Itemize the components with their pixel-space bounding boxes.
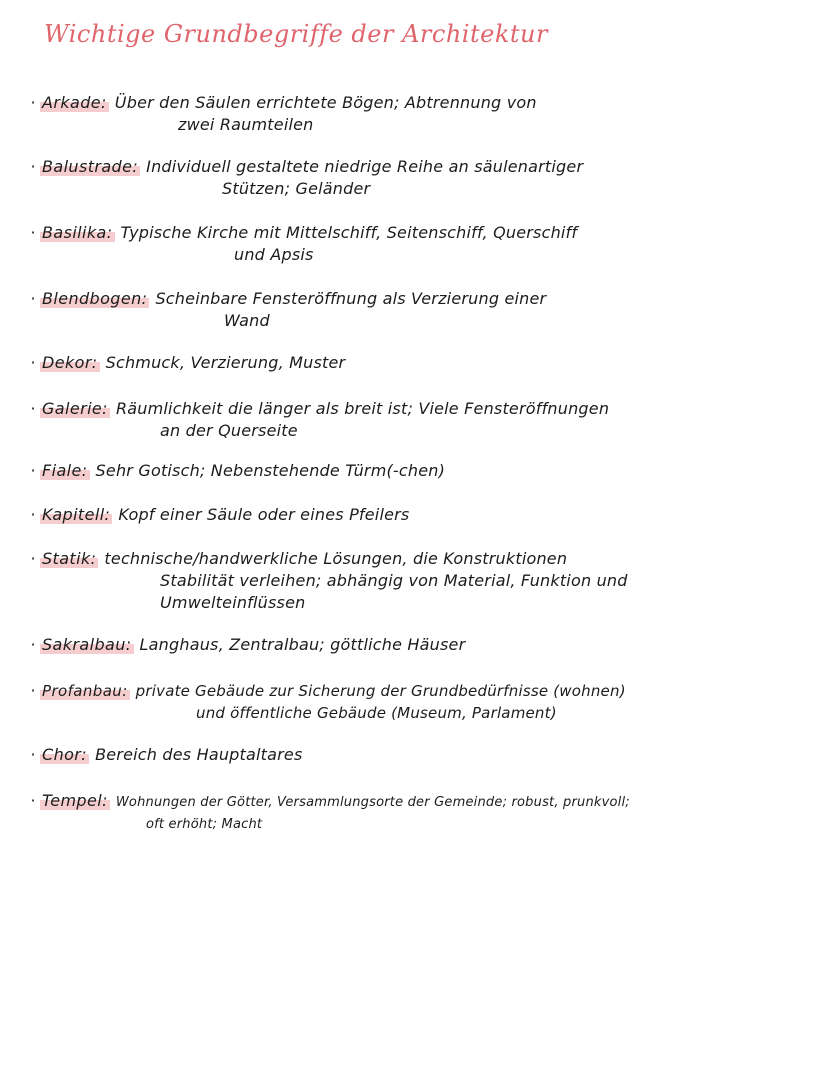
definition-line: an der Querseite	[160, 421, 298, 440]
definition-line: Räumlichkeit die länger als breit ist; Viele Fensteröffnungen	[115, 399, 610, 418]
bullet-dot: ·	[30, 549, 36, 568]
term-label: Tempel:	[42, 791, 108, 810]
definition-line: und Apsis	[234, 245, 314, 264]
term-label: Statik:	[42, 549, 97, 568]
list-item	[26, 790, 812, 836]
term-label: Fiale:	[42, 461, 88, 480]
bullet-dot: ·	[30, 289, 36, 308]
bullet-dot: ·	[30, 635, 36, 654]
list-item	[26, 548, 812, 614]
definition-line: Sehr Gotisch; Nebenstehende Türm(-chen)	[95, 461, 446, 480]
definition-line: zwei Raumteilen	[178, 115, 314, 134]
definition-line: Scheinbare Fensteröffnung als Verzierung einer	[155, 289, 547, 308]
list-item	[26, 460, 812, 482]
bullet-dot: ·	[30, 353, 36, 372]
list-item	[26, 504, 812, 526]
bullet-dot: ·	[30, 681, 36, 700]
definition-line: Wand	[224, 311, 270, 330]
definition-line: Bereich des Hauptaltares	[95, 745, 303, 764]
definition-line: und öffentliche Gebäude (Museum, Parlament)	[196, 704, 557, 722]
definition-line: Langhaus, Zentralbau; göttliche Häuser	[139, 635, 466, 654]
term-label: Galerie:	[42, 399, 108, 418]
bullet-dot: ·	[30, 745, 36, 764]
definition-line: Stützen; Geländer	[222, 179, 371, 198]
list-item	[26, 156, 812, 200]
list-item	[26, 680, 812, 724]
bullet-dot: ·	[30, 505, 36, 524]
definition-line: Wohnungen der Götter, Versammlungsorte der Gemeinde; robust, prunkvoll;	[115, 795, 630, 810]
definition-line: technische/handwerkliche Lösungen, die Konstruktionen	[104, 549, 568, 568]
term-label: Basilika:	[42, 223, 113, 242]
term-label: Kapitell:	[42, 505, 111, 524]
list-item	[26, 634, 812, 656]
term-label: Chor:	[42, 745, 88, 764]
definition-line: Schmuck, Verzierung, Muster	[105, 353, 346, 372]
definition-line: Individuell gestaltete niedrige Reihe an säulenartiger	[146, 157, 584, 176]
bullet-dot: ·	[30, 399, 36, 418]
definition-line: Über den Säulen errichtete Bögen; Abtrennung von	[114, 93, 537, 112]
term-label: Arkade:	[42, 93, 107, 112]
bullet-dot: ·	[30, 791, 36, 810]
list-item	[26, 398, 812, 442]
bullet-dot: ·	[30, 461, 36, 480]
list-item	[26, 222, 812, 266]
definition-line: oft erhöht; Macht	[146, 817, 263, 832]
list-item	[26, 744, 812, 766]
definition-line: Kopf einer Säule oder eines Pfeilers	[118, 505, 410, 524]
list-item	[26, 288, 812, 332]
term-label: Blendbogen:	[42, 289, 148, 308]
bullet-dot: ·	[30, 223, 36, 242]
term-label: Sakralbau:	[42, 635, 132, 654]
list-item	[26, 352, 812, 374]
definition-line: private Gebäude zur Sicherung der Grundbedürfnisse (wohnen)	[135, 682, 626, 700]
definition-line: Typische Kirche mit Mittelschiff, Seitenschiff, Querschiff	[120, 223, 578, 242]
term-label: Profanbau:	[42, 682, 128, 700]
bullet-dot: ·	[30, 93, 36, 112]
definition-line: Umwelteinflüssen	[160, 593, 306, 612]
term-label: Dekor:	[42, 353, 98, 372]
term-label: Balustrade:	[42, 157, 139, 176]
bullet-dot: ·	[30, 157, 36, 176]
definition-line: Stabilität verleihen; abhängig von Material, Funktion und	[160, 571, 628, 590]
page-title: Wichtige Grundbegriffe der Architektur	[44, 20, 548, 48]
list-item	[26, 92, 812, 136]
